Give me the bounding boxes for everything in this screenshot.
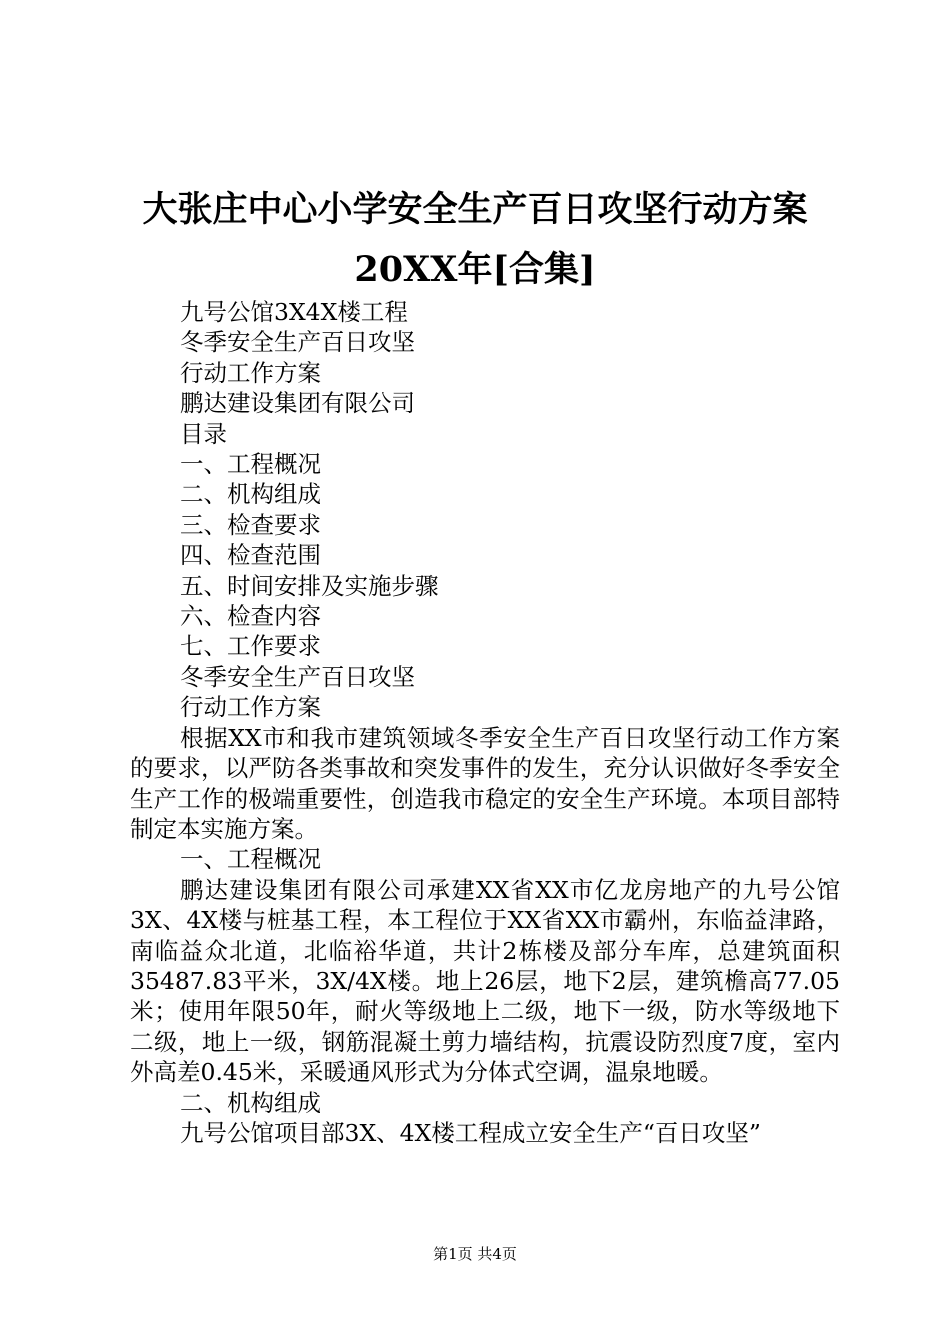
cover-line: 行动工作方案 [180,693,321,722]
toc-item: 六、检查内容 [180,602,321,631]
document-title-line1: 大张庄中心小学安全生产百日攻坚行动方案 [142,189,808,230]
toc-item: 七、工作要求 [180,632,321,661]
cover-line: 鹏达建设集团有限公司 [180,389,415,418]
document-title-line2: 20XX年[合集] [354,249,596,290]
toc-item: 三、检查要求 [180,510,321,539]
intro-paragraph: 根据XX市和我市建筑领域冬季安全生产百日攻坚行动工作方案的要求，以严防各类事故和突发事件的发生，充分认识做好冬季安全生产工作的极端重要性，创造我市稳定的安全生产环境。本项目部特制定本实施方案。 [130,723,840,843]
page-number-footer: 第1页 共4页 [433,1245,517,1263]
toc-item: 一、工程概况 [180,450,321,479]
cover-line: 冬季安全生产百日攻坚 [180,328,415,357]
section-heading: 一、工程概况 [180,845,321,874]
section-heading: 二、机构组成 [180,1088,321,1117]
cover-line: 九号公馆3X4X楼工程 [180,298,408,326]
cover-line: 行动工作方案 [180,358,321,387]
toc-heading: 目录 [180,419,227,448]
toc-item: 五、时间安排及实施步骤 [180,571,439,600]
section-paragraph: 鹏达建设集团有限公司承建XX省XX市亿龙房地产的九号公馆3X、4X楼与桩基工程，本工程位于XX省XX市霸州，东临益津路，南临益众北道，北临裕华道，共计2栋楼及部分车库，总建筑面积35487.83平米，3X/4X楼。地上26层，地下2层，建筑檐高77.05米；使用年限50年，耐火等级地上二级，地下一级，防水等级地下二级，地上一级，钢筋混凝土剪力墙结构，抗震设防烈度7度，室内外高差0.45米，采暖通风形式为分体式空调，温泉地暖。 [130,875,840,1087]
toc-item: 二、机构组成 [180,480,321,509]
section-paragraph: 九号公馆项目部3X、4X楼工程成立安全生产“百日攻坚” [180,1118,761,1147]
document-body [130,297,840,1148]
cover-line: 冬季安全生产百日攻坚 [180,662,415,691]
toc-item: 四、检查范围 [180,541,321,570]
